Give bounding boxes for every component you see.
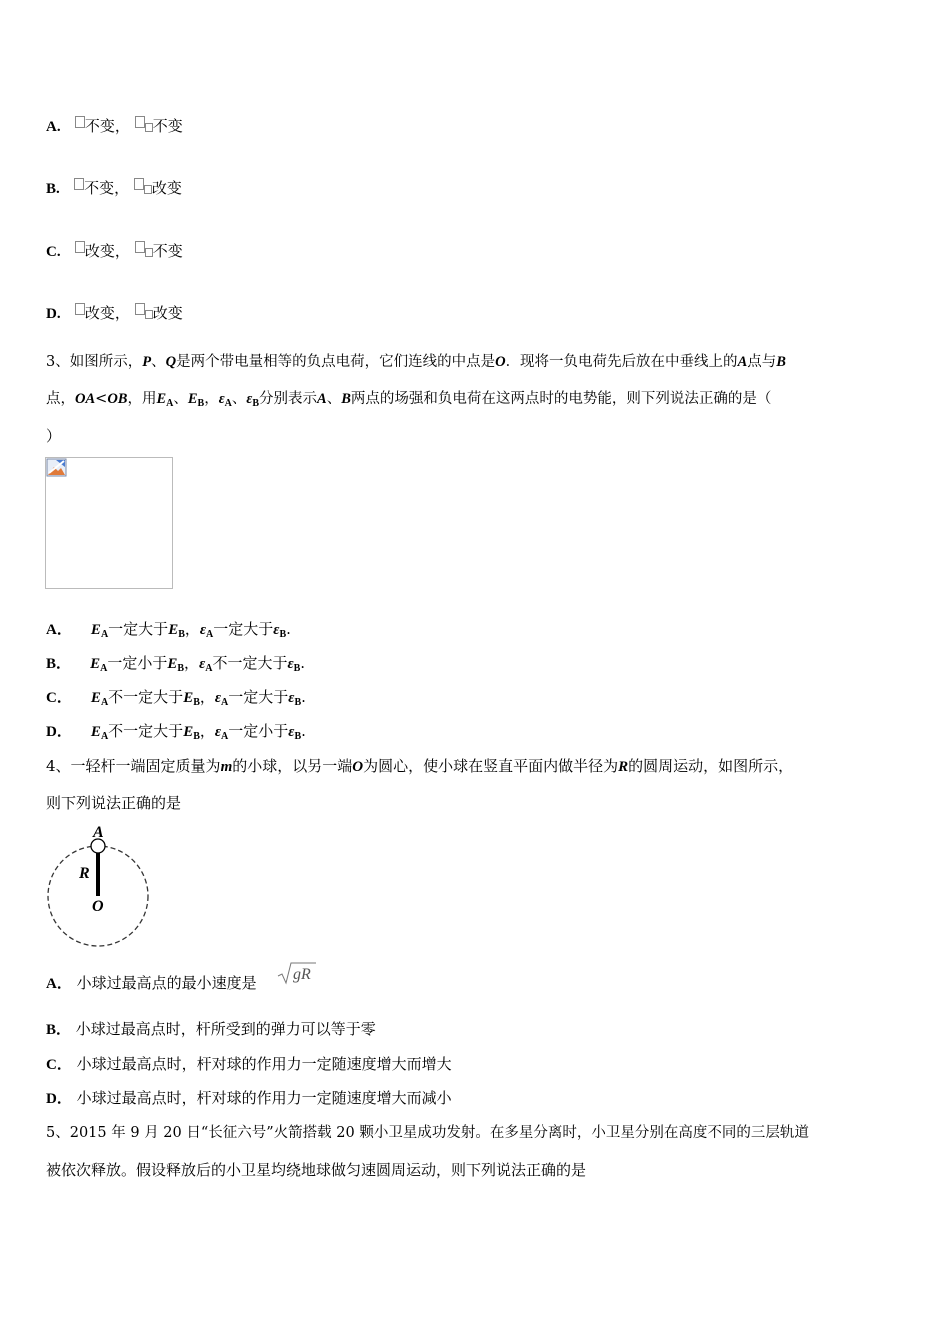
question-number: 5、 [46, 1125, 70, 1141]
option-text: . [300, 654, 306, 672]
option-text: 改变， [84, 242, 130, 260]
option-text: 改变， [84, 304, 130, 322]
option-text: . [301, 722, 306, 740]
subscript: B [178, 629, 185, 640]
subscript: A [224, 398, 232, 409]
q3-option-a[interactable] [46, 619, 291, 645]
subscript: B [177, 663, 185, 674]
q3-option-c[interactable] [46, 687, 306, 713]
var-eps: ε [218, 391, 225, 407]
var-eps: ε [199, 656, 206, 672]
label-r: R [79, 865, 90, 882]
var-eps: ε [288, 690, 295, 706]
option-text: 不变 [152, 117, 183, 135]
var-oa: OA [75, 391, 96, 407]
stem-text: 一轻杆一端固定质量为 [70, 757, 221, 775]
option-text: ， [199, 722, 215, 740]
stem-text: 、 [173, 391, 188, 407]
formula-placeholder-icon [145, 123, 153, 132]
subscript: A [100, 629, 109, 640]
subscript: A [166, 398, 174, 409]
subscript: A [221, 697, 229, 708]
stem-text: 的圆周运动，如图所示， [628, 757, 794, 775]
var-e: E [156, 391, 167, 407]
q2-option-c[interactable] [46, 241, 183, 262]
var-p: P [142, 354, 152, 370]
stem-text: 被依次释放。假设释放后的小卫星均绕地球做匀速圆周运动，则下列说法正确的是 [46, 1161, 587, 1179]
subscript: B [294, 697, 302, 708]
q3-stem-line2: 点，OA<OB，用$E_A$、$E_B$，$\varepsilon_A$、$\varepsilon_B$分别表示A、B两点的场强和负电荷在这两点时的电势能，则下列说法正确的是（ [46, 391, 772, 409]
option-letter: A. [46, 119, 61, 135]
option-text: ， [199, 688, 215, 706]
stem-text: 分别表示 [259, 391, 318, 407]
var-e: E [183, 690, 194, 706]
subscript: B [193, 697, 200, 708]
var-eps: ε [199, 622, 207, 638]
var-e: E [183, 724, 194, 740]
formula-placeholder-icon [134, 178, 144, 190]
option-text: 一定大于 [108, 620, 169, 638]
option-text: 小球过最高点时，杆所受到的弹力可以等于零 [75, 1020, 376, 1038]
subscript: B [252, 398, 260, 409]
q4-option-b[interactable] [46, 1019, 376, 1040]
var-q: Q [165, 354, 177, 370]
label-o: O [92, 898, 104, 915]
var-eps: ε [214, 690, 222, 706]
q4-option-c[interactable] [46, 1054, 452, 1075]
var-e: E [167, 656, 178, 672]
subscript: A [100, 731, 109, 742]
var-e: E [168, 622, 179, 638]
option-text: . [286, 620, 291, 638]
var-m: m [220, 759, 233, 775]
option-letter: D． [46, 724, 72, 740]
stem-text: 点与 [747, 354, 777, 370]
option-text: 小球过最高点时，杆对球的作用力一定随速度增大而减小 [76, 1089, 452, 1107]
stem-text: ．现将一负电荷先后放在中垂线上的 [505, 354, 738, 370]
formula-placeholder-icon [135, 303, 145, 315]
option-text: 改变 [152, 304, 183, 322]
stem-text: 两点的场强和负电荷在这两点时的电势能，则下列说法正确的是（ [350, 391, 772, 407]
subscript: B [193, 731, 200, 742]
q3-figure-broken-image [45, 457, 173, 589]
q4-stem-line2 [46, 793, 181, 813]
q5-stem-line1 [46, 1123, 809, 1143]
stem-text: 为圆心，使小球在竖直平面内做半径为 [363, 757, 619, 775]
formula-placeholder-icon [75, 303, 85, 315]
stem-text: 则下列说法正确的是 [46, 794, 182, 812]
var-o: O [352, 759, 364, 775]
subscript: B [294, 731, 302, 742]
option-letter: D. [46, 306, 61, 322]
var-eps: ε [214, 724, 222, 740]
option-text: 小球过最高点时，杆对球的作用力一定随速度增大而增大 [76, 1055, 452, 1073]
question-number: 4、 [46, 757, 71, 775]
q3-stem-line3 [46, 426, 61, 446]
q3-option-d[interactable] [46, 721, 306, 747]
option-letter: B． [46, 656, 72, 672]
var-e: E [90, 690, 101, 706]
stem-text: ） [46, 427, 62, 445]
stem-text: 、 [151, 354, 166, 370]
stem-text: 、 [231, 391, 247, 407]
option-text: 不一定大于 [212, 654, 288, 672]
question-number: 3、 [46, 354, 70, 370]
var-eps: ε [287, 656, 294, 672]
option-text: 一定小于 [228, 722, 289, 740]
option-letter: C． [46, 1057, 72, 1073]
option-text: 小球过最高点的最小速度是 [76, 974, 257, 992]
subscript: A [100, 697, 109, 708]
q4-stem-line1 [46, 756, 793, 777]
q3-option-b[interactable] [46, 653, 305, 679]
formula-placeholder-icon [145, 310, 153, 319]
var-o: O [495, 354, 506, 370]
var-eps: ε [288, 724, 295, 740]
option-text: ， [184, 620, 200, 638]
option-text: 一定大于 [228, 688, 289, 706]
q5-stem-line2 [46, 1160, 586, 1180]
stem-text: 是两个带电量相等的负点电荷，它们连线的中点是 [176, 354, 496, 370]
subscript: A [206, 629, 214, 640]
stem-text: 2015 年 9 月 20 日“长征六号”火箭搭载 20 颗小卫星成功发射。在多星分离时，小卫星分别在高度不同的三层轨道 [69, 1125, 809, 1141]
var-eps: ε [273, 622, 280, 638]
q4-circle-figure [44, 820, 154, 950]
formula-placeholder-icon [135, 241, 145, 253]
var-eps: ε [246, 391, 253, 407]
option-text: 不一定大于 [108, 688, 184, 706]
option-text: 不变， [84, 117, 130, 135]
subscript: A [100, 663, 108, 674]
option-text: 不一定大于 [108, 722, 184, 740]
option-text: 一定小于 [107, 654, 168, 672]
stem-text: 的小球，以另一端 [232, 757, 353, 775]
formula-text: gR [293, 966, 311, 983]
var-e: E [90, 656, 101, 672]
ball [91, 839, 105, 853]
option-letter: A． [46, 622, 72, 638]
var-e: E [90, 724, 101, 740]
formula-placeholder-icon [145, 248, 153, 257]
var-ob: OB [107, 391, 128, 407]
stem-text: < [95, 391, 108, 407]
option-letter: A． [46, 976, 72, 992]
var-a: A [317, 391, 327, 407]
q3-stem-line1 [46, 352, 786, 372]
option-letter: C. [46, 244, 61, 260]
q2-option-b[interactable] [46, 178, 182, 199]
formula-placeholder-icon [144, 185, 152, 194]
option-text: . [301, 688, 306, 706]
subscript: B [293, 663, 301, 674]
var-b: B [776, 354, 786, 370]
var-a: A [737, 354, 748, 370]
formula-placeholder-icon [135, 116, 145, 128]
stem-text: 如图所示， [69, 354, 143, 370]
option-letter: C． [46, 690, 72, 706]
stem-text: 、 [326, 391, 342, 407]
formula-placeholder-icon [75, 241, 85, 253]
option-letter: B. [46, 181, 60, 197]
stem-text: ，用 [127, 391, 157, 407]
label-a: A [93, 824, 104, 841]
var-b: B [341, 391, 351, 407]
q4-option-d[interactable] [46, 1088, 452, 1109]
sqrt-formula [276, 959, 316, 987]
q2-option-a[interactable] [46, 116, 183, 137]
option-letter: D． [46, 1091, 72, 1107]
subscript: A [221, 731, 229, 742]
formula-placeholder-icon [74, 178, 84, 190]
option-text: 改变 [151, 179, 182, 197]
var-e: E [90, 622, 101, 638]
q2-option-d[interactable] [46, 303, 183, 324]
stem-text: 点， [46, 391, 75, 407]
q4-option-a[interactable] [46, 966, 311, 994]
subscript: A [205, 663, 213, 674]
var-e: E [187, 391, 198, 407]
subscript: B [197, 398, 205, 409]
formula-placeholder-icon [75, 116, 85, 128]
var-r: R [618, 759, 629, 775]
option-text: ， [184, 654, 200, 672]
option-text: 一定大于 [213, 620, 274, 638]
option-text: 不变， [84, 179, 130, 197]
subscript: B [279, 629, 287, 640]
option-letter: B． [46, 1022, 72, 1038]
option-text: 不变 [152, 242, 183, 260]
broken-image-icon [46, 458, 68, 478]
